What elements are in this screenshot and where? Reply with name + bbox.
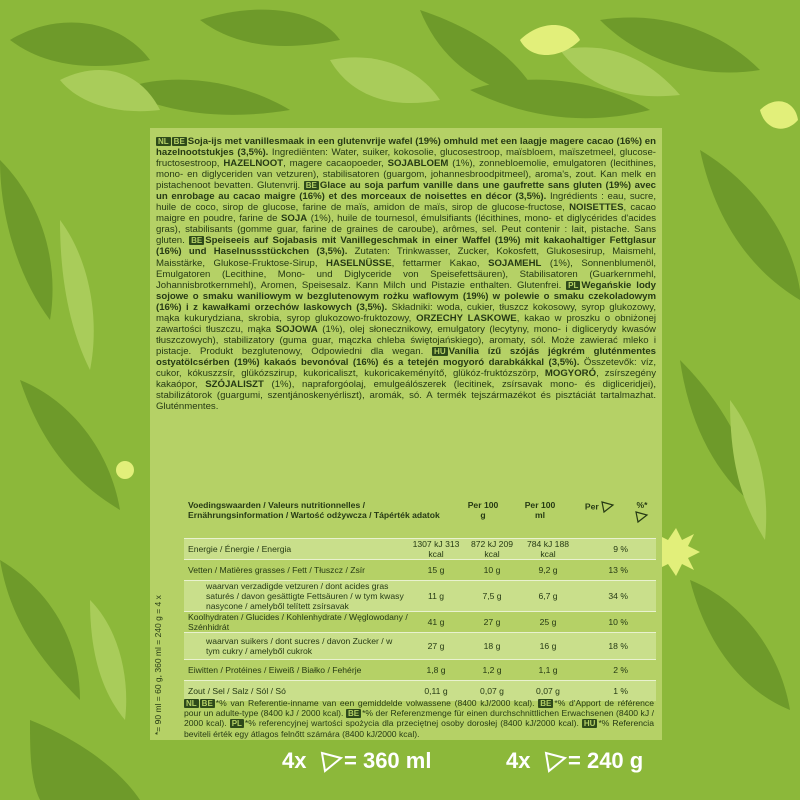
nutrition-header-label: Voedingswaarden / Valeurs nutritionnelles / Ernährungsinformation / Wartość odżywcza / Tápérték adatok xyxy=(188,500,440,520)
footnote-nl: *% van Referentie-inname van een gemiddelde volwassene (8400 kJ/2000 kcal). xyxy=(215,698,535,708)
nutrition-row xyxy=(184,611,656,632)
value-per-100g: 15 g xyxy=(427,565,445,575)
ingredients-pl-1: Składniki: woda, cukier, tłuszcz kokosowy, syrop glukozowy, mąka kukurydziana, skrobia, syrop glukozowo-fruktozowy, xyxy=(156,301,656,324)
value-per-100g: 1307 kJ 313 kcal xyxy=(412,539,460,559)
value-per-cone: 784 kJ 188 kcal xyxy=(526,539,570,559)
allergen-hu-1: MOGYORÓ xyxy=(544,367,597,379)
ingredients-de-1: Zutaten: Trinkwasser, Zucker, Kokosfett, Glukosesirup, Maismehl, Maisstärke, Glukose-Fruktose-Sirup, xyxy=(156,246,656,269)
lang-tag-hu: HU xyxy=(583,719,596,729)
side-volume-text xyxy=(148,540,168,750)
reference-intake-footnote xyxy=(184,698,654,739)
lang-tag-be: BE xyxy=(173,137,185,146)
allergen-pl-2: SOJOWA xyxy=(275,323,318,335)
allergen-fr-1: NOISETTES xyxy=(569,202,624,214)
col-per-100ml: Per 100 ml xyxy=(524,500,556,520)
allergen-hu-2: SZÓJALISZT xyxy=(205,379,264,391)
value-percent-ri: 10 % xyxy=(608,617,628,627)
cone-icon xyxy=(601,500,615,514)
weight-value: = 240 g xyxy=(568,748,644,773)
nutrient-label: Koolhydraten / Glucides / Kohlenhydrate / Węglowodany / Szénhidrát xyxy=(188,612,408,632)
value-percent-ri: 9 % xyxy=(613,544,628,554)
value-percent-ri: 34 % xyxy=(608,591,628,601)
value-per-100ml: 1,2 g xyxy=(482,665,502,675)
nutrient-label: waarvan verzadigde vetzuren / dont acides gras saturés / davon gesättigte Fettsäuren / w tym kwasy nasycone / amelyből telített zsírsavak xyxy=(206,581,404,611)
allergen-de-1: HASELNÜSSE xyxy=(326,257,392,269)
nutrition-row xyxy=(184,538,656,559)
ingredients-de-2: , fettarmer Kakao, xyxy=(391,257,489,269)
value-per-100g: 0,11 g xyxy=(424,686,448,696)
nutrient-label: waarvan suikers / dont sucres / davon Zucker / w tym cukry / amelyből cukrok xyxy=(206,636,393,656)
value-per-100ml: 10 g xyxy=(483,565,501,575)
lang-tag-nl: NL xyxy=(158,137,169,146)
weight-count: 4x xyxy=(506,748,531,773)
nutrition-rows xyxy=(184,538,656,701)
footnote-de: *% der Referenzmenge für einen durchschnittlichen Erwachsenen (8400 kJ / 2000 kcal). xyxy=(184,708,655,729)
product-description-de: Speiseeis auf Sojabasis mit Vanillegeschmak in einer Waffel (19%) mit kakaohaltiger Fettglasur (16%) und Haselnussstückchen (3,5%). xyxy=(156,235,656,258)
value-per-cone: 9,2 g xyxy=(538,565,558,575)
footnote-hu: *% Referencia beviteli érték egy átlagos felnőtt számára (8400 kJ/2000 kcal). xyxy=(184,718,654,739)
cone-icon xyxy=(320,750,344,774)
nutrient-label: Energie / Énergie / Energia xyxy=(188,544,292,554)
ingredients-pl-2: , kakao w proszku o obniżonej zawartości tłuszczu, mąka xyxy=(156,312,656,335)
label-panel xyxy=(150,128,662,740)
product-description-nl: Soja-ijs met vanillesmaak in een glutenvrije wafel (19%) omhuld met een laagje magere cacao (16%) en hazelnootstukjes (3,5%). xyxy=(156,136,656,159)
nutrition-row xyxy=(184,559,656,580)
footnote-pl: *% referencyjnej wartości spożycia dla przeciętnej osoby dorosłej (8400 kJ/2000 kcal). xyxy=(244,718,579,729)
lang-tag-hu: HU xyxy=(434,346,446,356)
footnote-fr: *% d'Apport de référence pour un adulte-type (8400 kJ / 2000 kcal). xyxy=(184,698,654,719)
value-percent-ri: 13 % xyxy=(608,565,628,575)
side-volume-label: *= 90 ml = 60 g, 360 ml = 240 g = 4 x xyxy=(153,595,163,735)
col-per-cone xyxy=(578,500,622,514)
value-per-cone: 25 g xyxy=(539,617,557,627)
value-per-100g: 41 g xyxy=(427,617,445,627)
allergen-fr-2: SOJA xyxy=(281,213,308,225)
cone-icon xyxy=(544,750,568,774)
lang-tag-be: BE xyxy=(347,709,360,719)
allergen-nl-1: HAZELNOOT xyxy=(223,158,284,170)
volume-count: 4x xyxy=(282,748,307,773)
lang-tag-pl: PL xyxy=(231,719,242,729)
lang-tag-be: BE xyxy=(191,236,203,246)
col-percent-label: %* xyxy=(636,500,648,510)
ingredients-hu-3: (1%), napraforgóolaj, emulgeálószerek (lecitinek, zsírsavak mono- és digliceridjei), stabilizátorok (guargumi, szentjánoskenyérliszt), aromák, só. A termék tejszármazékot és pisztáciát tartalmazhat. Gluténmentes. xyxy=(156,379,656,413)
col-percent-cone xyxy=(628,500,656,526)
product-description-pl: Wegańskie lody sojowe o smaku waniliowym w bezglutenowym rożku waflowym (19%) w polewie o smaku czekoladowym (16%) i z kawałkami orzechów laskowych (3,5%). xyxy=(156,279,656,313)
ingredients-fr-2: , cacao maigre en poudre, farine de xyxy=(156,202,656,225)
lang-tag-pl: PL xyxy=(568,280,579,290)
value-per-100ml: 0,07 g xyxy=(480,686,504,696)
ingredients-hu-1: Összetevők: víz, cukor, kókuszzsír, glükózszirup, kukoricaliszt, kukoricakeményítő, glükóz-fruktózszörp, xyxy=(156,356,656,379)
value-per-100ml: 7,5 g xyxy=(482,591,502,601)
ingredients-nl-2: , magere cacaopoeder, xyxy=(283,158,388,170)
col-per-cone-label: Per xyxy=(584,501,599,512)
value-per-100g: 1,8 g xyxy=(426,665,446,675)
ingredients-hu-2: , zsírszegény kakaópor, xyxy=(156,367,656,391)
value-per-100ml: 18 g xyxy=(483,641,501,651)
nutrient-label: Vetten / Matières grasses / Fett / Tłuszcz / Zsír xyxy=(188,565,366,575)
value-per-cone: 0,07 g xyxy=(536,686,560,696)
ingredients-text xyxy=(156,136,656,412)
ingredients-fr-3: (1%), huile de tournesol, émulsifiants (lécithines, mono- et diglycérides d'acides gras), stabilisants (gomme guar, farine de graines de caroube), arômes, sel. Peut contenir : lait, pistache. Sans gluten. xyxy=(156,213,656,247)
lang-tag-nl: NL xyxy=(186,699,197,708)
nutrient-label: Zout / Sel / Salz / Sól / Só xyxy=(188,686,286,696)
cone-icon xyxy=(635,510,649,524)
ingredients-nl-1: Ingrediënten: Water, suiker, kokosolie, glucosestroop, maïsbloem, maïszetmeel, glucose-fructosestroop, xyxy=(156,147,656,170)
value-per-100ml: 872 kJ 209 kcal xyxy=(470,539,514,559)
value-per-100ml: 27 g xyxy=(483,617,501,627)
value-per-100g: 27 g xyxy=(427,641,445,651)
lang-tag-be: BE xyxy=(201,699,213,708)
nutrition-row xyxy=(184,632,656,659)
product-description-hu: Vanília ízű szójás jégkrém gluténmentes ostyatölcsérben (19%) kakaós bevonóval (16%) és a tetején mogyoró darabkákkal (3,5%). xyxy=(156,345,656,368)
value-percent-ri: 1 % xyxy=(613,686,628,696)
lang-tag-be: BE xyxy=(540,699,552,708)
product-description-fr: Glace au soja parfum vanille dans une gaufrette sans gluten (19%) avec un enrobage au cacao maigre (16%) et des morceaux de noisettes en décor (3,5%). xyxy=(156,180,656,203)
ingredients-de-3: (1%), Sonnenblumenöl, Emulgatoren (Lecithine, Mono- und Diglyceride von Speisefettsäuren), Stabilisatoren (Guarkernmehl, Johannisbrotkernmehl), Aromen, Speisesalz. Kann Milch und Pistazie enthalten. Glutenfrei. xyxy=(156,257,656,291)
value-per-cone: 1,1 g xyxy=(538,665,558,675)
value-percent-ri: 2 % xyxy=(613,665,628,675)
value-per-100g: 11 g xyxy=(427,591,445,601)
nutrition-table xyxy=(184,498,656,701)
lang-tag-be: BE xyxy=(305,181,317,191)
nutrition-row xyxy=(184,580,656,611)
ingredients-nl-3: (1%), zonnebloemolie, emulgatoren (lecithines, mono- en diglyceriden van vetzuren), stabilisatoren (guargom, johannesbroodpitmeel), aroma's, zout. Kan melk en pistachenoot bevatten. Glutenvrij. xyxy=(156,158,656,192)
value-percent-ri: 18 % xyxy=(608,641,628,651)
col-per-100g: Per 100 g xyxy=(467,500,499,520)
allergen-nl-2: SOJABLOEM xyxy=(387,158,449,170)
nutrition-table-header xyxy=(184,498,656,538)
ingredients-fr-1: Ingrédients : eau, sucre, huile de coco, sirop de glucose, farine de maïs, amidon de maïs, sirop de glucose-fructose, xyxy=(156,191,656,214)
quantity-banner xyxy=(270,742,690,782)
value-per-cone: 6,7 g xyxy=(538,591,558,601)
value-per-cone: 16 g xyxy=(539,641,557,651)
nutrition-row xyxy=(184,659,656,680)
nutrient-label: Eiwitten / Protéines / Eiweiß / Białko / Fehérje xyxy=(188,665,362,675)
allergen-pl-1: ORZECHY LASKOWE xyxy=(416,312,517,324)
ingredients-pl-3: (1%), olej słonecznikowy, emulgatory (lecytyny, mono- i diglicerydy kwasów tłuszczowych), stabilizatory (guma guar, mączka chleba świętojańskiego), aromaty, sól. Może zawierać mleko i pistacje. Produkt bezglutenowy, Odpowiedni dla wegan. xyxy=(156,323,656,357)
volume-value: = 360 ml xyxy=(344,748,432,773)
allergen-de-2: SOJAMEHL xyxy=(488,257,542,269)
